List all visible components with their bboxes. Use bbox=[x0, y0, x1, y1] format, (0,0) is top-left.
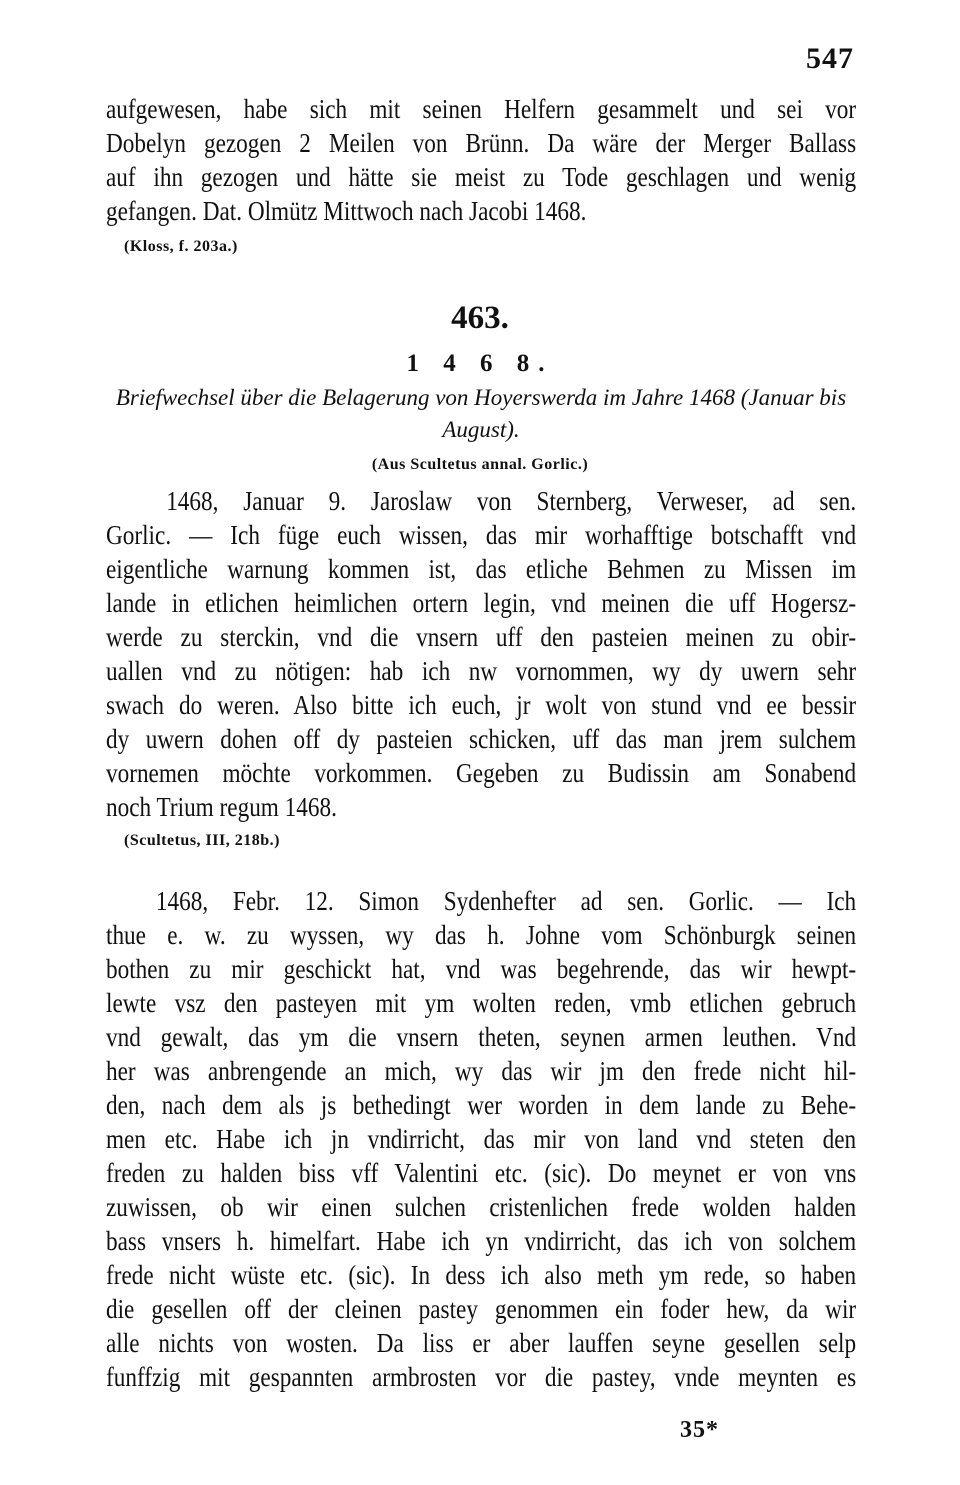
text-line: Gorlic. — Ich füge euch wissen, das mir worhafftige botschafft vnd bbox=[106, 520, 857, 550]
text-line: frede nicht wüste etc. (sic). In dess ich also meth ym rede, so haben bbox=[106, 1260, 857, 1290]
text-line: bass vnsers h. himelfart. Habe ich yn vndirricht, das ich von solchem bbox=[106, 1226, 857, 1256]
letter-heading-line: 1468, Febr. 12. Simon Sydenhefter ad sen. Gorlic. — Ich bbox=[155, 886, 857, 916]
text-line: her was anbrengende an mich, wy das wir jm den frede nicht hil- bbox=[106, 1056, 857, 1086]
text-line: auf ihn gezogen und hätte sie meist zu Tode geschlagen und wenig bbox=[106, 162, 857, 192]
citation: (Kloss, f. 203a.) bbox=[124, 238, 238, 255]
text-line: funffzig mit gespannten armbrosten vor die pastey, vnde meynten es bbox=[106, 1362, 857, 1392]
text-line: Dobelyn gezogen 2 Meilen von Brünn. Da wäre der Merger Ballass bbox=[106, 128, 857, 158]
letter-jaroslaw bbox=[106, 484, 856, 852]
intro-paragraph bbox=[106, 92, 856, 258]
text-line: lande in etlichen heimlichen ortern legin, vnd meinen die uff Hogersz- bbox=[106, 588, 857, 618]
letter-heading-line: 1468, Januar 9. Jaroslaw von Sternberg, Verweser, ad sen. bbox=[166, 486, 857, 516]
document-source: (Aus Scultetus annal. Gorlic.) bbox=[371, 456, 589, 473]
text-line: men etc. Habe ich jn vndirricht, das mir von land vnd steten den bbox=[106, 1124, 857, 1154]
document-heading: Briefwechsel über die Belagerung von Hoyerswerda im Jahre 1468 (Januar bis August). bbox=[115, 385, 847, 442]
text-line: die gesellen off der cleinen pastey genommen ein foder hew, da wir bbox=[106, 1294, 857, 1324]
text-line: thue e. w. zu wyssen, wy das h. Johne vom Schönburgk seinen bbox=[106, 920, 857, 950]
text-line: uallen vnd zu nötigen: hab ich nw vornommen, wy dy uwern sehr bbox=[106, 656, 857, 686]
text-line: eigentliche warnung kommen ist, das etliche Behmen zu Missen im bbox=[106, 554, 857, 584]
text-line: freden zu halden biss vff Valentini etc. (sic). Do meynet er von vns bbox=[106, 1158, 857, 1188]
text-line: vnd gewalt, das ym die vnsern theten, seynen armen leuthen. Vnd bbox=[106, 1022, 857, 1052]
text-line: alle nichts von wosten. Da liss er aber lauffen seyne gesellen selp bbox=[106, 1328, 857, 1358]
text-line: zuwissen, ob wir einen sulchen cristenlichen frede wolden halden bbox=[106, 1192, 857, 1222]
text-line: vornemen möchte vorkommen. Gegeben zu Budissin am Sonabend bbox=[106, 758, 857, 788]
page-number: 547 bbox=[806, 42, 854, 75]
text-line: werde zu sterckin, vnd die vnsern uff den pasteien meinen zu obir- bbox=[106, 622, 857, 652]
citation: (Scultetus, III, 218b.) bbox=[124, 832, 280, 849]
letter-sydenhefter bbox=[106, 884, 856, 1394]
text-line: den, nach dem als js bethedingt wer worden in dem lande zu Behe- bbox=[106, 1090, 857, 1120]
text-line: swach do weren. Also bitte ich euch, jr wolt von stund vnd ee bessir bbox=[106, 690, 857, 720]
signature-mark: 35* bbox=[680, 1417, 719, 1443]
text-line: dy uwern dohen off dy pasteien schicken, uff das man jrem sulchem bbox=[106, 724, 857, 754]
text-line: bothen zu mir geschickt hat, vnd was begehrende, das wir hewpt- bbox=[106, 954, 857, 984]
text-line: gefangen. Dat. Olmütz Mittwoch nach Jacobi 1468. bbox=[106, 196, 587, 226]
document-number: 463. bbox=[451, 300, 509, 336]
text-line: lewte vsz den pasteyen mit ym wolten reden, vmb etlichen gebruch bbox=[106, 988, 857, 1018]
document-year: 1 4 6 8. bbox=[406, 350, 554, 377]
text-line: aufgewesen, habe sich mit seinen Helfern gesammelt und sei vor bbox=[106, 94, 857, 124]
text-line: noch Trium regum 1468. bbox=[106, 792, 337, 822]
